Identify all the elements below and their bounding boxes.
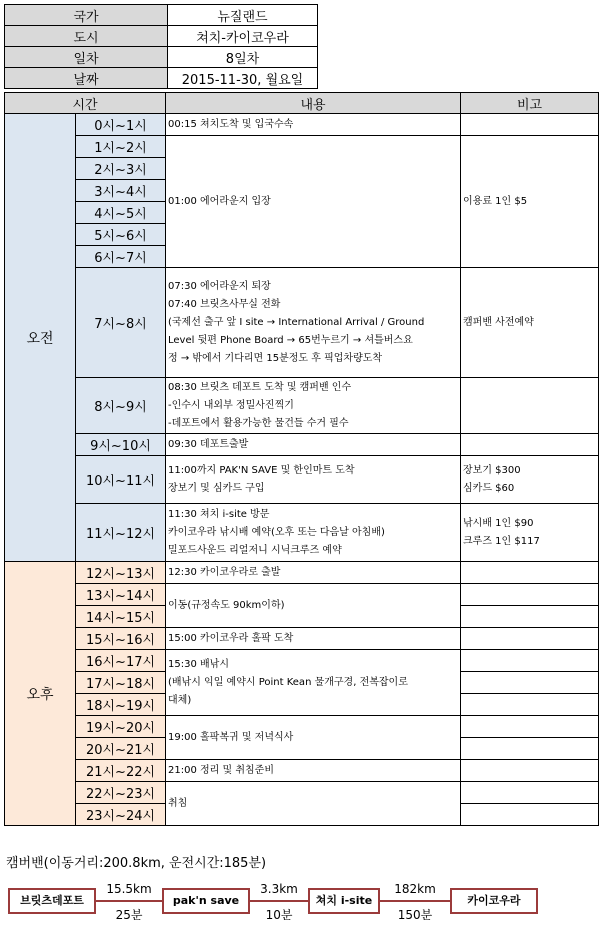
hour-cell: 13시~14시 (76, 584, 166, 606)
text-line: 이동(규정속도 90km이하) (168, 599, 285, 611)
content-cell (166, 760, 461, 782)
hour-cell: 22시~23시 (76, 782, 166, 804)
text-line: 낚시배 1인 $90 (463, 517, 534, 529)
hour-cell: 2시~3시 (76, 158, 166, 180)
hour-cell: 20시~21시 (76, 738, 166, 760)
leg-distance: 3.3km (260, 882, 298, 896)
info-label: 도시 (5, 26, 168, 47)
text-line: 이용료 1인 $5 (463, 195, 528, 207)
content-cell (166, 136, 461, 268)
note-cell (461, 782, 599, 804)
note-cell (461, 136, 599, 268)
note-cell (461, 606, 599, 628)
hour-cell: 23시~24시 (76, 804, 166, 826)
text-line: 정 → 밖에서 기다리면 15분정도 후 픽업차량도착 (168, 352, 383, 364)
content-cell (166, 650, 461, 716)
text-line: 00:15 쳐치도착 및 입국수속 (168, 118, 294, 130)
hour-cell: 15시~16시 (76, 628, 166, 650)
content-cell (166, 584, 461, 628)
hour-cell: 6시~7시 (76, 246, 166, 268)
time-header: 시간 (5, 93, 166, 114)
content-cell (166, 114, 461, 136)
content-cell (166, 268, 461, 378)
note-cell (461, 562, 599, 584)
text-line: 01:00 에어라운지 입장 (168, 195, 271, 207)
hour-cell: 1시~2시 (76, 136, 166, 158)
route-stop: 브릿츠데포트 (8, 888, 96, 914)
note-cell (461, 760, 599, 782)
leg-time: 25분 (115, 908, 143, 922)
note-cell (461, 268, 599, 378)
route-connector (250, 900, 308, 902)
text-line: 12:30 카이코우라로 출발 (168, 566, 281, 578)
hour-cell: 18시~19시 (76, 694, 166, 716)
leg-distance: 182km (394, 882, 436, 896)
text-line: 08:30 브릿츠 데포트 도착 및 캠퍼밴 인수 (168, 381, 352, 393)
route-connector (380, 900, 450, 902)
hour-cell: 11시~12시 (76, 504, 166, 562)
info-value: 쳐치-카이코우라 (168, 26, 318, 47)
hour-cell: 21시~22시 (76, 760, 166, 782)
content-cell (166, 504, 461, 562)
info-value: 2015-11-30, 월요일 (168, 68, 318, 89)
route-stop: pak'n save (162, 888, 250, 914)
text-line: 07:30 에어라운지 퇴장 (168, 280, 271, 292)
content-cell (166, 562, 461, 584)
text-line: 19:00 홀팍복귀 및 저녁식사 (168, 731, 294, 743)
hour-cell: 5시~6시 (76, 224, 166, 246)
info-value: 8일차 (168, 47, 318, 68)
text-line: 15:30 배낚시 (168, 658, 229, 670)
content-cell (166, 456, 461, 504)
content-cell (166, 628, 461, 650)
text-line: 크루즈 1인 $117 (463, 535, 540, 547)
note-cell (461, 716, 599, 738)
hour-cell: 8시~9시 (76, 378, 166, 434)
note-cell (461, 114, 599, 136)
hour-cell: 3시~4시 (76, 180, 166, 202)
note-cell (461, 694, 599, 716)
info-label: 국가 (5, 5, 168, 26)
trip-info-table (4, 4, 318, 89)
hour-cell: 0시~1시 (76, 114, 166, 136)
hour-cell: 19시~20시 (76, 716, 166, 738)
note-cell (461, 738, 599, 760)
text-line: 심카드 $60 (463, 482, 515, 494)
text-line: 15:00 카이코우라 홀팍 도착 (168, 632, 294, 644)
text-line: 11:00까지 PAK'N SAVE 및 한인마트 도착 (168, 464, 355, 476)
hour-cell: 12시~13시 (76, 562, 166, 584)
info-label: 날짜 (5, 68, 168, 89)
content-header: 내용 (166, 93, 461, 114)
hour-cell: 7시~8시 (76, 268, 166, 378)
text-line: 09:30 데포트출발 (168, 438, 249, 450)
text-line: 밀포드사운드 리얼저니 시닉크루즈 예약 (168, 544, 342, 556)
route-diagram (0, 874, 600, 924)
route-stop: 카이코우라 (450, 888, 538, 914)
route-connector (96, 900, 162, 902)
note-cell (461, 628, 599, 650)
hour-cell: 4시~5시 (76, 202, 166, 224)
note-cell (461, 804, 599, 826)
note-cell (461, 672, 599, 694)
info-value: 뉴질랜드 (168, 5, 318, 26)
text-line: 장보기 및 심카드 구입 (168, 482, 265, 494)
content-cell (166, 782, 461, 826)
text-line: 장보기 $300 (463, 464, 521, 476)
text-line: 11:30 쳐치 i-site 방문 (168, 508, 270, 520)
text-line: -데포트에서 활용가능한 물건들 수거 필수 (168, 417, 349, 429)
text-line: (국제선 출구 앞 I site → International Arrival / Ground (168, 316, 425, 328)
schedule-table (4, 92, 599, 826)
text-line: (배낚시 익일 예약시 Point Kean 물개구경, 전복잡이로 (168, 676, 408, 688)
leg-time: 150분 (397, 908, 433, 922)
text-line: 카이코우라 낚시배 예약(오후 또는 다음날 아침배) (168, 526, 385, 538)
note-header: 비고 (461, 93, 599, 114)
hour-cell: 9시~10시 (76, 434, 166, 456)
note-cell (461, 584, 599, 606)
route-title: 캠버밴(이동거리:200.8km, 운전시간:185분) (6, 856, 267, 871)
route-stop: 쳐치 i-site (308, 888, 380, 914)
text-line: 취침 (168, 797, 188, 809)
note-cell (461, 378, 599, 434)
note-cell (461, 434, 599, 456)
note-cell (461, 504, 599, 562)
hour-cell: 16시~17시 (76, 650, 166, 672)
text-line: -인수시 내외부 정밀사진찍기 (168, 399, 294, 411)
text-line: 21:00 정리 및 취침준비 (168, 764, 274, 776)
text-line: 대체) (168, 694, 192, 706)
period-am: 오전 (5, 114, 76, 562)
text-line: 07:40 브릿츠사무실 전화 (168, 298, 281, 310)
text-line: Level 뒷편 Phone Board → 65번누르기 → 셔틀버스요 (168, 334, 413, 346)
leg-time: 10분 (265, 908, 293, 922)
hour-cell: 14시~15시 (76, 606, 166, 628)
hour-cell: 10시~11시 (76, 456, 166, 504)
info-label: 일차 (5, 47, 168, 68)
content-cell (166, 716, 461, 760)
content-cell (166, 434, 461, 456)
hour-cell: 17시~18시 (76, 672, 166, 694)
leg-distance: 15.5km (106, 882, 152, 896)
note-cell (461, 650, 599, 672)
text-line: 캠퍼밴 사전예약 (463, 316, 534, 328)
period-pm: 오후 (5, 562, 76, 826)
note-cell (461, 456, 599, 504)
content-cell (166, 378, 461, 434)
